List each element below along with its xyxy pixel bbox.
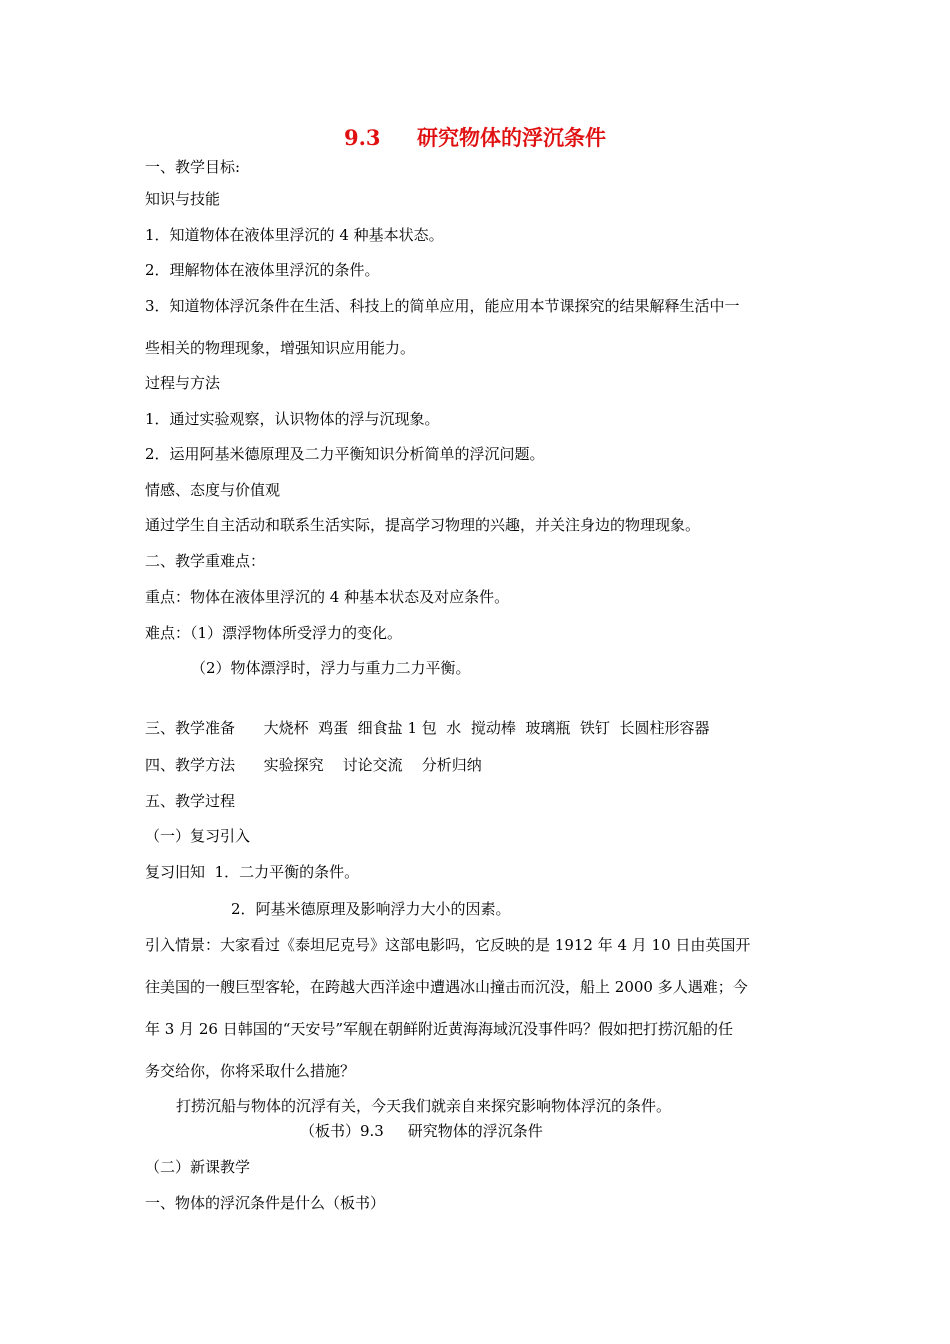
list-item: 1．知道物体在液体里浮沉的 4 种基本状态。 xyxy=(145,226,444,244)
page-title: 9.3 研究物体的浮沉条件 xyxy=(343,125,607,150)
section-heading: 三、教学准备 大烧杯 鸡蛋 细食盐 1 包 水 搅动棒 玻璃瓶 铁钉 长圆柱形容器 xyxy=(145,719,710,737)
section-heading: 一、物体的浮沉条件是什么（板书） xyxy=(145,1194,386,1212)
paragraph-line: 2．阿基米德原理及影响浮力大小的因素。 xyxy=(231,900,511,918)
paragraph-line: （2）物体漂浮时，浮力与重力二力平衡。 xyxy=(191,659,471,677)
section-heading: 五、教学过程 xyxy=(145,792,236,810)
paragraph-line: 往美国的一艘巨型客轮，在跨越大西洋途中遭遇冰山撞击而沉没，船上 2000 多人遇难；今 xyxy=(145,978,748,996)
list-item: 2．运用阿基米德原理及二力平衡知识分析简单的浮沉问题。 xyxy=(145,445,545,463)
paragraph-line: 难点：（1）漂浮物体所受浮力的变化。 xyxy=(145,624,403,642)
paragraph-line: 重点：物体在液体里浮沉的 4 种基本状态及对应条件。 xyxy=(145,588,510,606)
list-item: 2．理解物体在液体里浮沉的条件。 xyxy=(145,261,380,279)
paragraph-line: 务交给你，你将采取什么措施？ xyxy=(145,1062,356,1080)
list-item: 1．通过实验观察，认识物体的浮与沉现象。 xyxy=(145,410,440,428)
section-heading: 四、教学方法 实验探究 讨论交流 分析归纳 xyxy=(145,756,482,774)
section-heading: 一、教学目标: xyxy=(145,158,241,176)
paragraph-line: 通过学生自主活动和联系生活实际，提高学习物理的兴趣，并关注身边的物理现象。 xyxy=(145,516,701,534)
paragraph-line: 打捞沉船与物体的沉浮有关，今天我们就亲自来探究影响物体浮沉的条件。 xyxy=(176,1097,672,1115)
subheading: （二）新课教学 xyxy=(145,1158,251,1176)
paragraph-line: 复习旧知 1．二力平衡的条件。 xyxy=(145,863,360,881)
paragraph-line: 引入情景：大家看过《泰坦尼克号》这部电影吗，它反映的是 1912 年 4 月 10 日由英国开 xyxy=(145,936,751,954)
subheading: 知识与技能 xyxy=(145,190,221,208)
subheading: 过程与方法 xyxy=(145,374,221,392)
section-heading: 二、教学重难点： xyxy=(145,552,266,570)
paragraph-line: 年 3 月 26 日韩国的“天安号”军舰在朝鲜附近黄海海域沉没事件吗？假如把打捞沉船的任 xyxy=(145,1020,734,1038)
subheading: （一）复习引入 xyxy=(145,827,251,845)
subheading: 情感、态度与价值观 xyxy=(145,481,281,499)
list-item: 3．知道物体浮沉条件在生活、科技上的简单应用，能应用本节课探究的结果解释生活中一 xyxy=(145,297,740,315)
paragraph-line: 些相关的物理现象，增强知识应用能力。 xyxy=(145,339,416,357)
board-note: （板书）9.3 研究物体的浮沉条件 xyxy=(300,1122,543,1140)
